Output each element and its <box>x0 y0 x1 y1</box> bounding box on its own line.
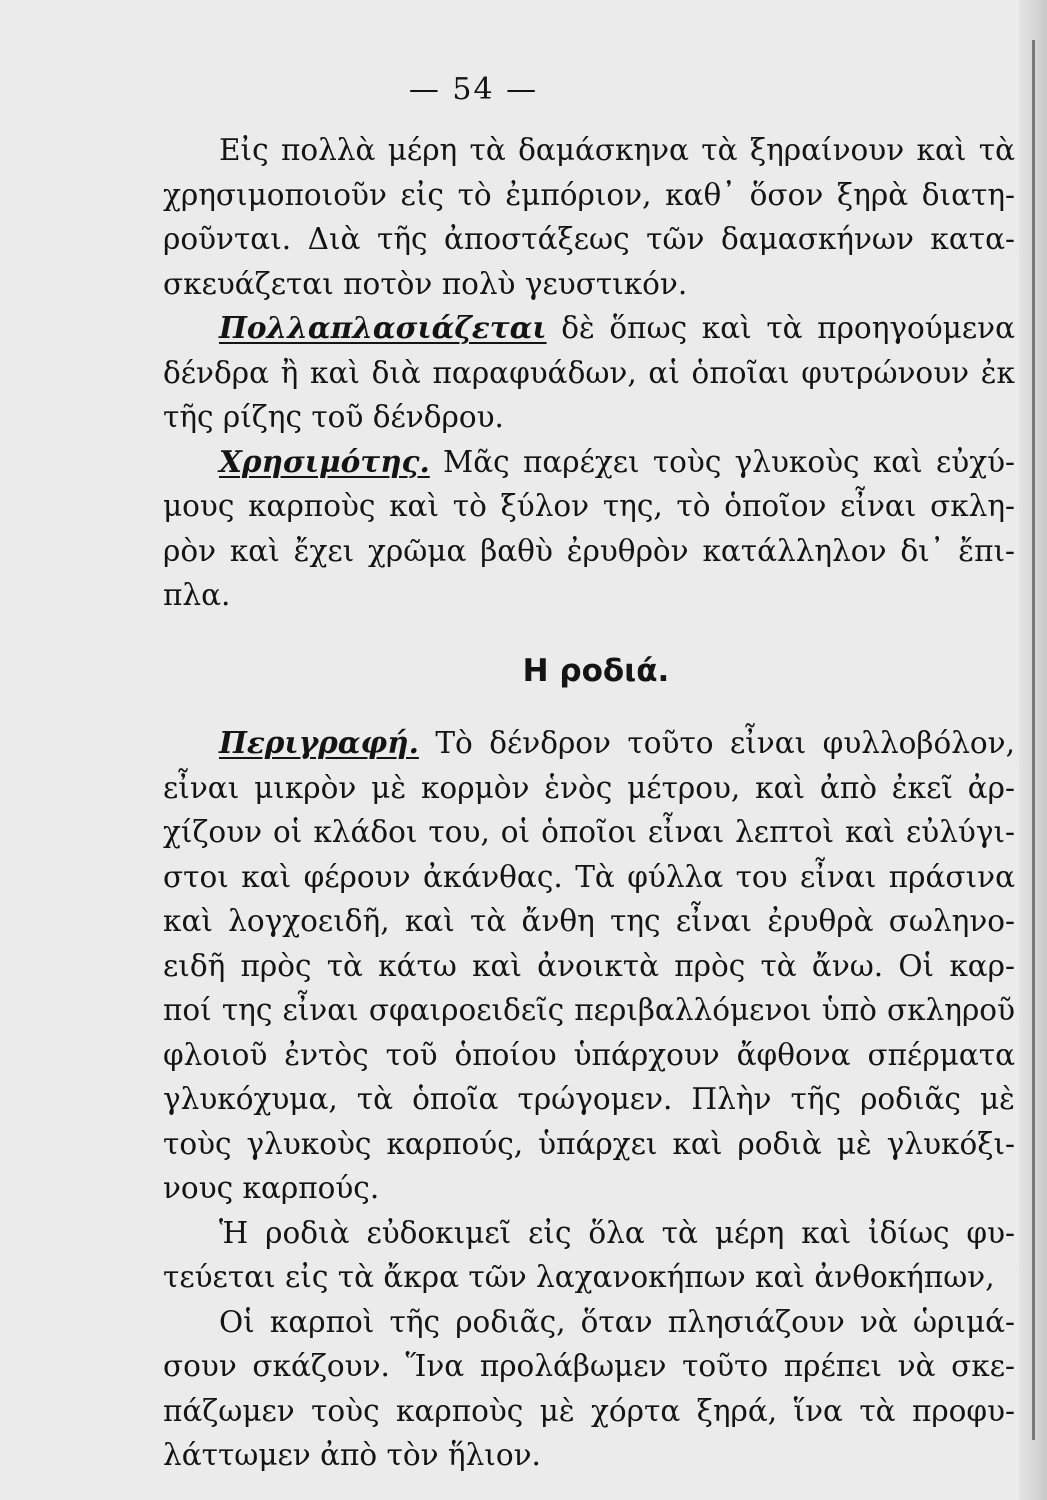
paragraph-description <box>163 721 1015 1211</box>
text-line: σουν σκάζουν. Ἵνα προλάβωμεν τοῦτο πρέπει νὰ σκε- <box>163 1349 1015 1383</box>
text-line: δένδρα ἢ καὶ διὰ παραφυάδων, αἱ ὁποῖαι φυτρώνουν ἐκ <box>163 355 1015 390</box>
text-line: χίζουν οἱ κλάδοι του, οἱ ὁποῖοι εἶναι λεπτοὶ καὶ εὐλύγι- <box>163 815 1015 849</box>
text-line: τεύεται εἰς τὰ ἄκρα τῶν λαχανοκήπων καὶ ἀνθοκήπων, <box>163 1260 995 1294</box>
text-line <box>163 306 1015 351</box>
text-line: στοι καὶ φέρουν ἀκάνθας. Τὰ φύλλα του εἶναι πράσινα <box>163 859 1015 894</box>
text-line: φλοιοῦ ἐντὸς τοῦ ὁποίου ὑπάρχουν ἄφθονα σπέρματα <box>163 1037 1015 1072</box>
section-keyword: Περιγραφή. <box>219 725 419 760</box>
text-line: ειδῆ πρὸς τὰ κάτω καὶ ἀνοικτὰ πρὸς τὰ ἄνω. Οἱ καρ- <box>163 948 1015 983</box>
text-line: εἶναι μικρὸν μὲ κορμὸν ἑνὸς μέτρου, καὶ ἀπὸ ἐκεῖ ἀρ- <box>163 770 1015 805</box>
text-line: ροῦνται. Διὰ τῆς ἀποστάξεως τῶν δαμασκήνων κατα- <box>163 222 1015 256</box>
text-line: μους καρποὺς καὶ τὸ ξύλον της, τὸ ὁποῖον εἶναι σκλη- <box>163 489 1015 523</box>
paragraph-fruit-cracking <box>163 1300 1015 1478</box>
text-line: ποί της εἶναι σφαιροειδεῖς περιβαλλόμενοι ὑπὸ σκληροῦ <box>163 993 1015 1027</box>
section-keyword: Πολλαπλασιάζεται <box>219 310 547 345</box>
text-run: Τὸ δένδρον τοῦτο εἶναι φυλλοβόλον, <box>418 726 1015 760</box>
text-line: τοὺς γλυκοὺς καρπούς, ὑπάρχει καὶ ροδιὰ μὲ γλυκόξι- <box>163 1126 1015 1161</box>
paragraph-cultivation <box>163 1211 1015 1300</box>
page-number: — 54 — <box>408 72 539 107</box>
text-line: ρὸν καὶ ἔχει χρῶμα βαθὺ ἐρυθρὸν κατάλληλον δι᾽ ἔπι- <box>163 533 1015 568</box>
text-run: δὲ ὅπως καὶ τὰ προηγούμενα <box>546 311 1015 345</box>
text-line: τῆς ρίζης τοῦ δένδρου. <box>163 400 504 434</box>
text-line <box>163 440 1015 485</box>
paragraph-plums-drying <box>163 128 1015 306</box>
text-line: χρησιμοποιοῦν εἰς τὸ ἐμπόριον, καθ᾽ ὅσον ξηρὰ διατη- <box>163 177 1015 212</box>
text-run: Μᾶς παρέχει τοὺς γλυκοὺς καὶ εὐχύ- <box>429 444 1015 479</box>
section-heading: Η ροδιά. <box>522 652 670 689</box>
text-line: γλυκόχυμα, τὰ ὁποῖα τρώγομεν. Πλὴν τῆς ροδιᾶς μὲ <box>163 1082 1015 1116</box>
text-line: Οἱ καρποὶ τῆς ροδιᾶς, ὅταν πλησιάζουν νὰ ὡριμά- <box>219 1304 1015 1339</box>
text-line: Ἡ ροδιὰ εὐδοκιμεῖ εἰς ὅλα τὰ μέρη καὶ ἰδίως φυ- <box>219 1215 1015 1250</box>
text-line: καὶ λογχοειδῆ, καὶ τὰ ἄνθη της εἶναι ἐρυθρὰ σωληνο- <box>163 904 1015 938</box>
text-line: νους καρπούς. <box>163 1171 380 1205</box>
text-line: πλα. <box>163 578 231 612</box>
section-keyword: Χρησιμότης. <box>219 443 430 479</box>
body-text <box>163 128 1015 1478</box>
paragraph-propagation <box>163 306 1015 440</box>
text-line: Εἰς πολλὰ μέρη τὰ δαμάσκηνα τὰ ξηραίνουν καὶ τὰ <box>219 133 1015 167</box>
text-line: λάττωμεν ἀπὸ τὸν ἥλιον. <box>163 1438 541 1472</box>
text-line: πάζωμεν τοὺς καρποὺς μὲ χόρτα ξηρά, ἵνα τὰ προφυ- <box>163 1393 1015 1428</box>
text-line <box>163 721 1015 766</box>
paragraph-usefulness <box>163 440 1015 618</box>
binding-line <box>1032 40 1035 1440</box>
text-line: σκευάζεται ποτὸν πολὺ γευστικόν. <box>163 266 688 301</box>
